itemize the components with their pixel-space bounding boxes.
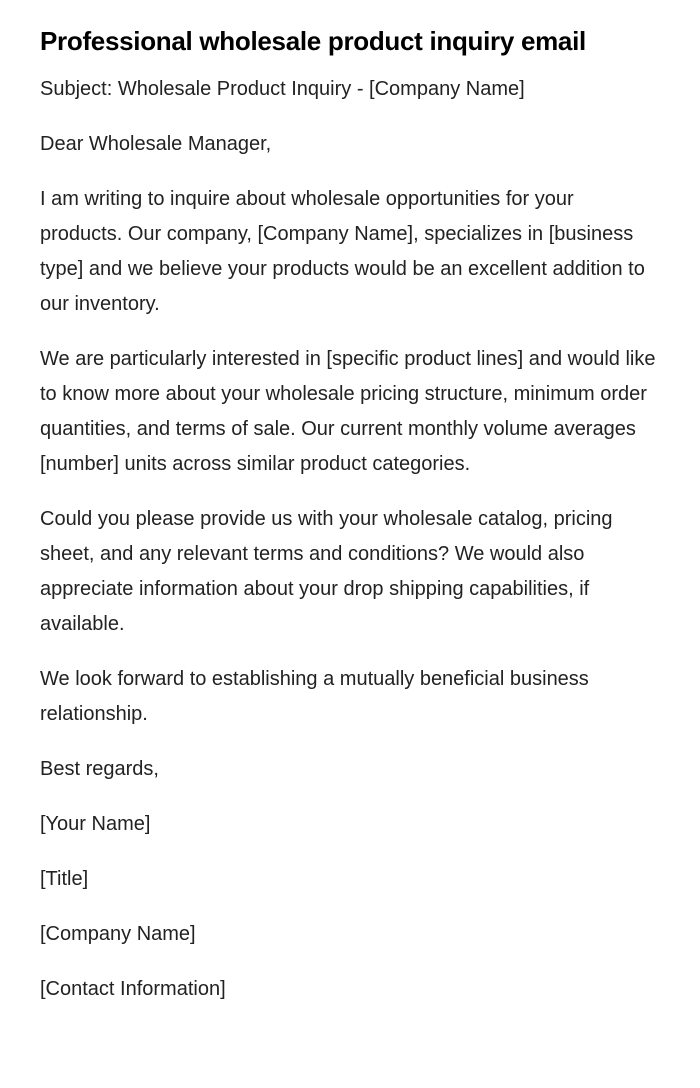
signature-contact: [Contact Information]	[40, 978, 226, 1000]
email-paragraph-request: Could you please provide us with your wholesale catalog, pricing sheet, and any relevant terms and conditions? We would also appreciate information about your drop shipping capabilities, if available.	[40, 508, 613, 635]
signature-company: [Company Name]	[40, 923, 196, 945]
email-closing: Best regards,	[40, 758, 159, 780]
email-paragraph-interest: We are particularly interested in [specific product lines] and would like to know more about your wholesale pricing structure, minimum order quantities, and terms of sale. Our current monthly volume averages [number] units across similar product categories.	[40, 348, 656, 475]
email-greeting: Dear Wholesale Manager,	[40, 133, 272, 155]
signature-title: [Title]	[40, 868, 89, 890]
signature-name: [Your Name]	[40, 813, 151, 835]
email-paragraph-intro: I am writing to inquire about wholesale opportunities for your products. Our company, [Company Name], specializes in [business type] and we believe your products would be an excellent addition to our inventory.	[40, 188, 645, 315]
page-title: Professional wholesale product inquiry email	[40, 26, 586, 56]
email-paragraph-closing-remark: We look forward to establishing a mutually beneficial business relationship.	[40, 668, 589, 725]
email-subject: Subject: Wholesale Product Inquiry - [Company Name]	[40, 78, 525, 100]
